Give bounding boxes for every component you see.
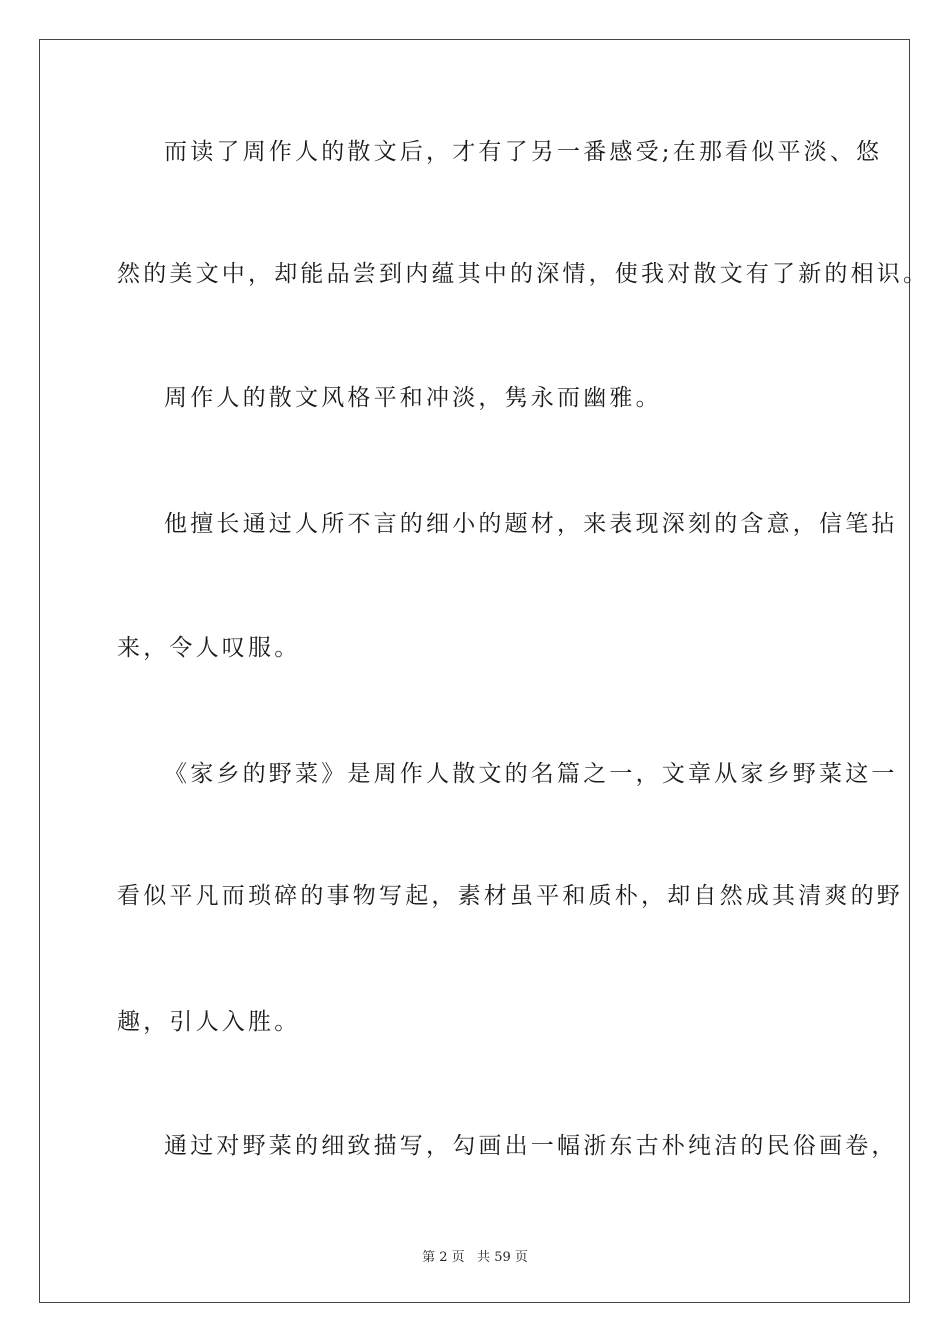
paragraph-line: 看似平凡而琐碎的事物写起，素材虽平和质朴，却自然成其清爽的野 bbox=[117, 883, 903, 909]
page-border bbox=[39, 39, 910, 1303]
paragraph-line: 而读了周作人的散文后，才有了另一番感受;在那看似平淡、悠 bbox=[164, 139, 883, 165]
paragraph-line: 《家乡的野菜》是周作人散文的名篇之一，文章从家乡野菜这一 bbox=[164, 761, 898, 787]
paragraph-line: 然的美文中，却能品尝到内蕴其中的深情，使我对散文有了新的相识。 bbox=[117, 261, 930, 287]
paragraph-line: 通过对野菜的细致描写，勾画出一幅浙东古朴纯洁的民俗画卷， bbox=[164, 1133, 898, 1159]
page-number-footer: 第 2 页 共 59 页 bbox=[422, 1250, 528, 1265]
paragraph-line: 趣，引人入胜。 bbox=[117, 1009, 301, 1035]
paragraph-line: 周作人的散文风格平和冲淡，隽永而幽雅。 bbox=[164, 385, 662, 411]
paragraph-line: 他擅长通过人所不言的细小的题材，来表现深刻的含意，信笔拈 bbox=[164, 511, 898, 537]
paragraph-line: 来，令人叹服。 bbox=[117, 635, 301, 661]
